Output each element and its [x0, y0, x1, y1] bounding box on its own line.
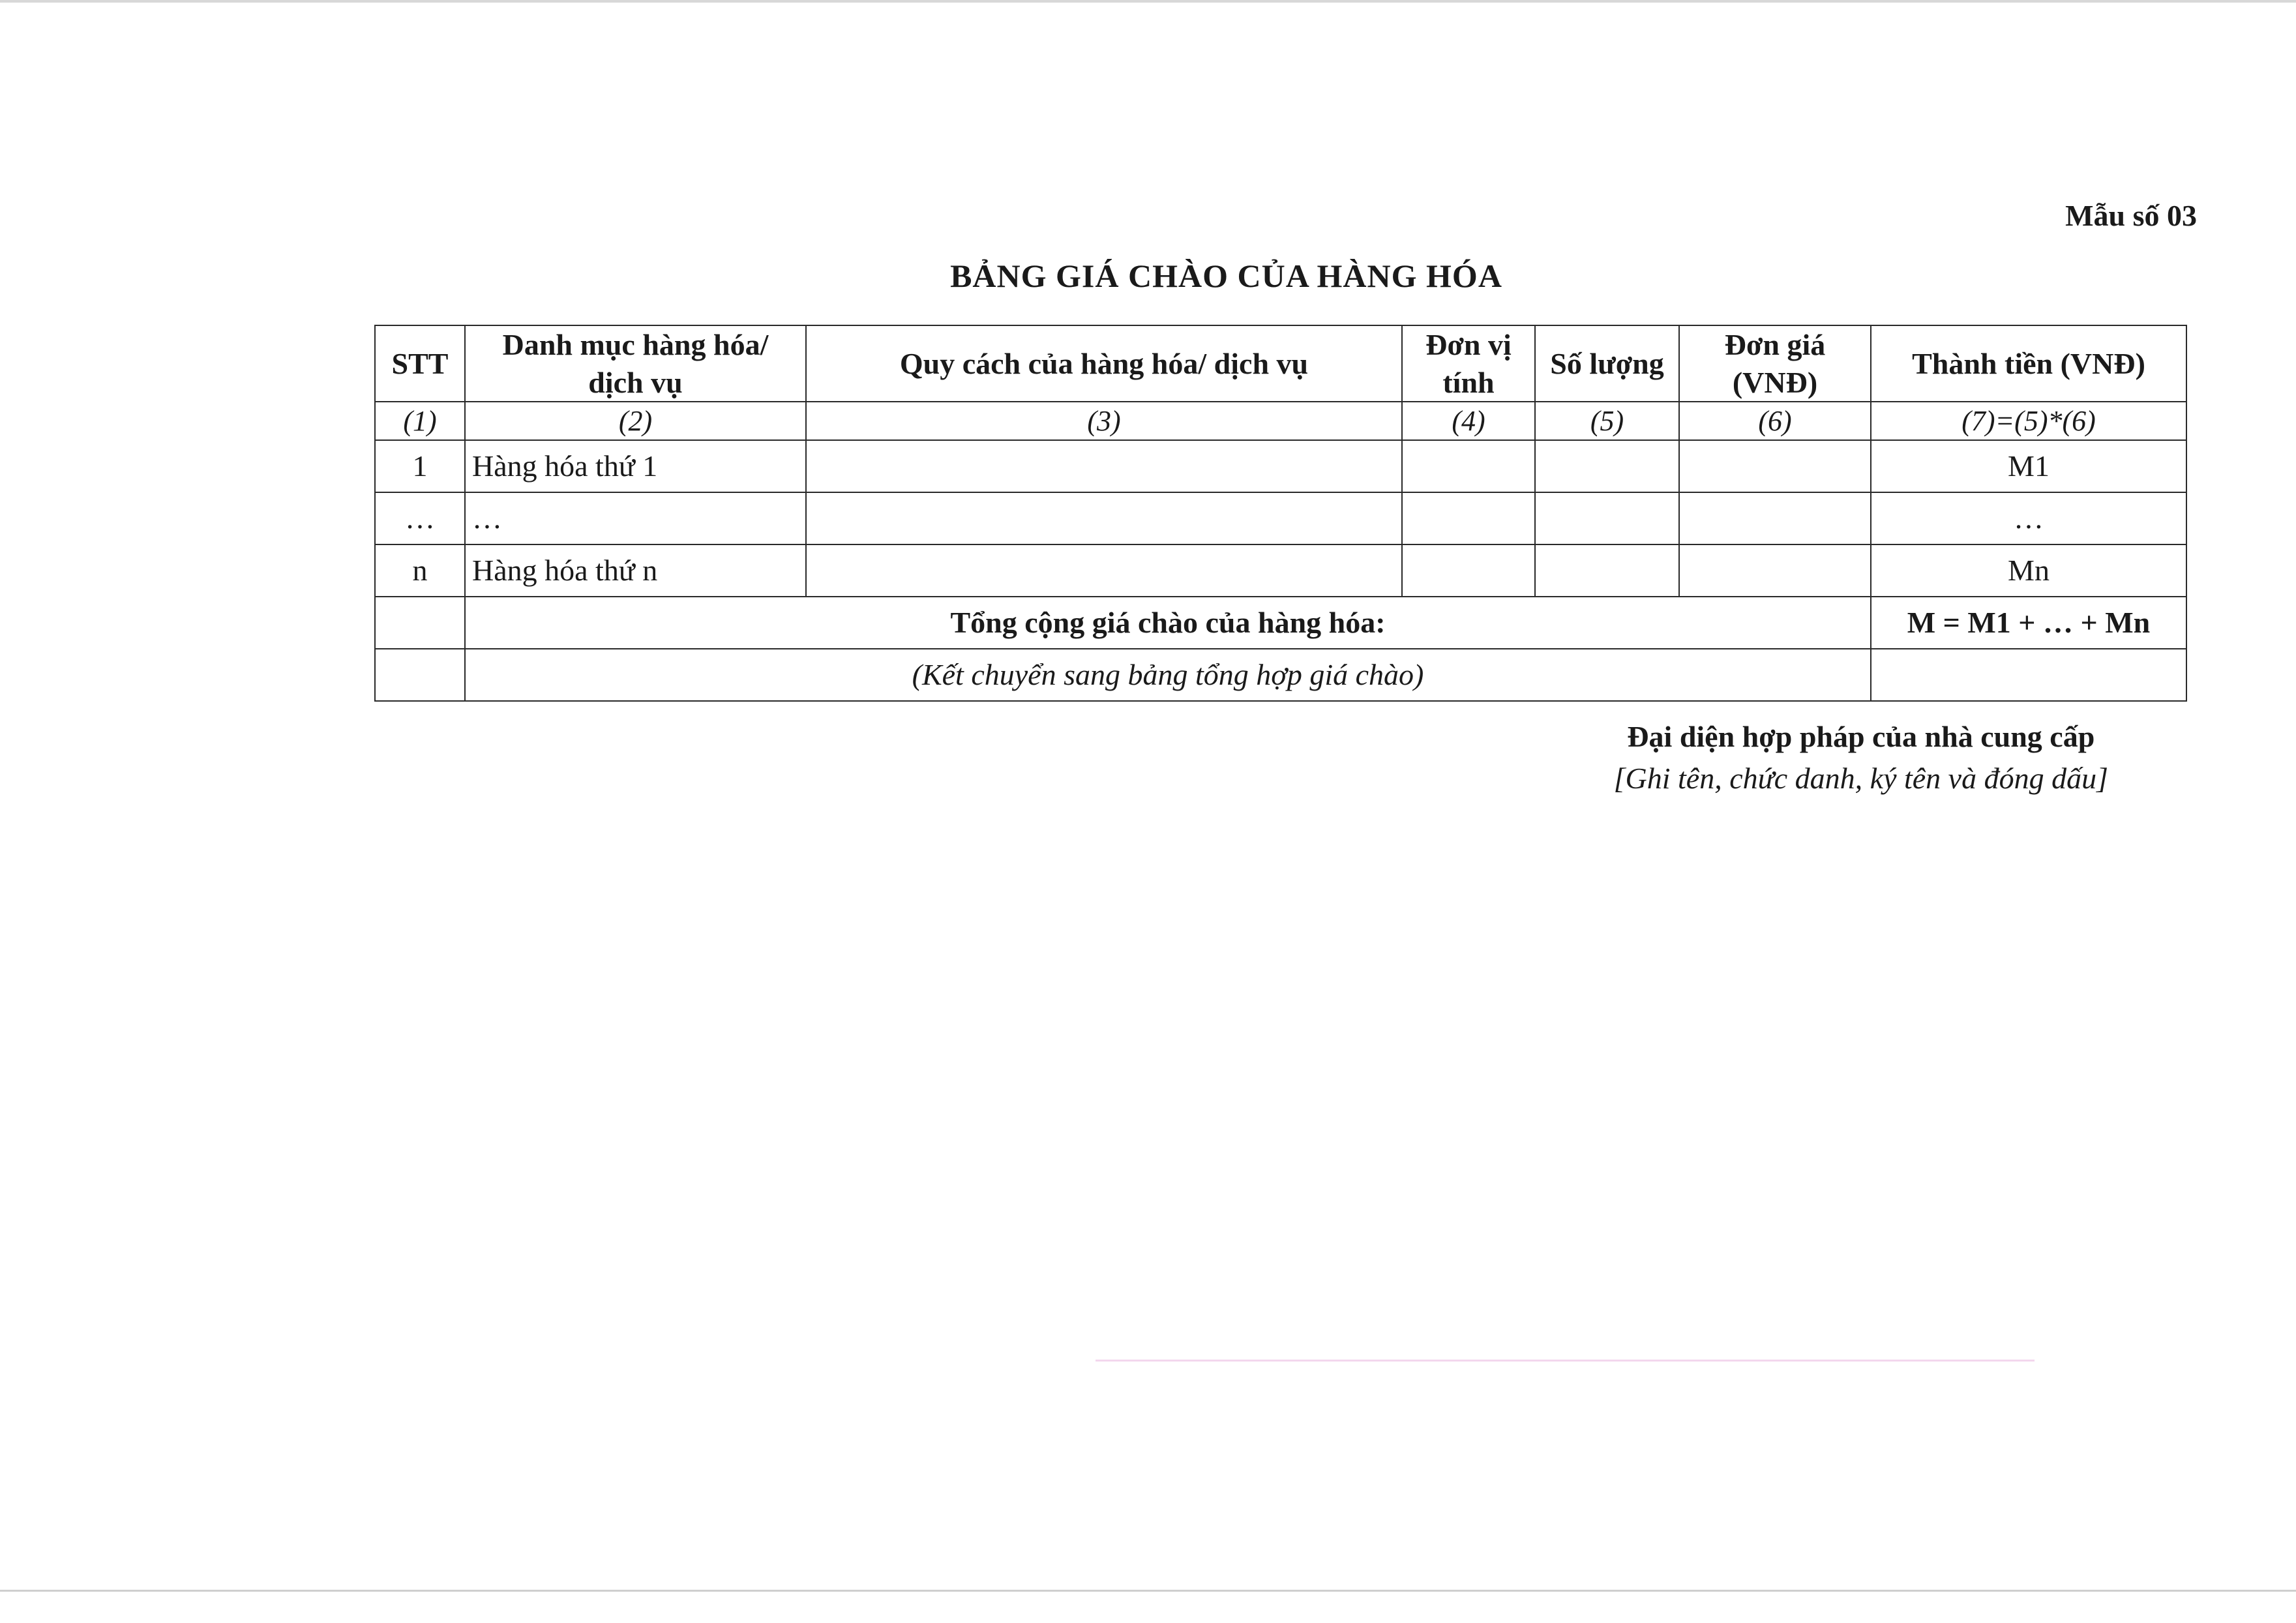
column-index: (2) — [465, 402, 806, 440]
scan-artifact-line — [1096, 1360, 2035, 1362]
header-unit-price: Đơn giá (VNĐ) — [1679, 325, 1871, 402]
header-unit: Đơn vị tính — [1402, 325, 1535, 402]
cell-item-name: … — [465, 492, 806, 544]
cell-quantity — [1535, 492, 1679, 544]
page-edge-top — [0, 0, 2296, 3]
cell-item-spec — [806, 440, 1402, 492]
header-item-name: Danh mục hàng hóa/ dịch vụ — [465, 325, 806, 402]
cell-amount: M1 — [1871, 440, 2186, 492]
signature-instructions: [Ghi tên, chức danh, ký tên và đóng dấu] — [1613, 762, 2108, 796]
header-item-spec: Quy cách của hàng hóa/ dịch vụ — [806, 325, 1402, 402]
cell-unit-price — [1679, 440, 1871, 492]
table-row — [375, 544, 2186, 597]
total-label: Tổng cộng giá chào của hàng hóa: — [465, 597, 1871, 649]
header-stt: STT — [375, 325, 465, 402]
column-index: (3) — [806, 402, 1402, 440]
column-index: (6) — [1679, 402, 1871, 440]
cell-unit-price — [1679, 544, 1871, 597]
cell-unit-price — [1679, 492, 1871, 544]
cell-unit — [1402, 440, 1535, 492]
note-row-blank — [1871, 649, 2186, 701]
cell-amount: … — [1871, 492, 2186, 544]
column-index: (4) — [1402, 402, 1535, 440]
cell-quantity — [1535, 544, 1679, 597]
signature-title: Đại diện hợp pháp của nhà cung cấp — [1627, 720, 2095, 753]
cell-item-spec — [806, 492, 1402, 544]
form-number: Mẫu số 03 — [2065, 199, 2197, 232]
cell-unit — [1402, 544, 1535, 597]
column-index: (7)=(5)*(6) — [1871, 402, 2186, 440]
total-row-blank — [375, 597, 465, 649]
total-row — [375, 597, 2186, 649]
carry-note: (Kết chuyển sang bảng tổng hợp giá chào) — [465, 649, 1871, 701]
cell-stt: n — [375, 544, 465, 597]
column-index-row — [375, 402, 2186, 440]
header-quantity: Số lượng — [1535, 325, 1679, 402]
page-edge-bottom — [0, 1590, 2296, 1592]
cell-item-name: Hàng hóa thứ n — [465, 544, 806, 597]
carry-note-row — [375, 649, 2186, 701]
cell-unit — [1402, 492, 1535, 544]
signature-block — [1614, 716, 2108, 800]
document-title: BẢNG GIÁ CHÀO CỦA HÀNG HÓA — [950, 258, 1502, 294]
cell-stt: 1 — [375, 440, 465, 492]
column-index: (5) — [1535, 402, 1679, 440]
table-header-row — [375, 325, 2186, 402]
cell-stt: … — [375, 492, 465, 544]
header-amount: Thành tiền (VNĐ) — [1871, 325, 2186, 402]
note-row-blank — [375, 649, 465, 701]
table-row — [375, 492, 2186, 544]
cell-item-name: Hàng hóa thứ 1 — [465, 440, 806, 492]
cell-quantity — [1535, 440, 1679, 492]
price-quote-table — [374, 325, 2187, 702]
column-index: (1) — [375, 402, 465, 440]
cell-amount: Mn — [1871, 544, 2186, 597]
table-row — [375, 440, 2186, 492]
cell-item-spec — [806, 544, 1402, 597]
total-value: M = M1 + … + Mn — [1871, 597, 2186, 649]
